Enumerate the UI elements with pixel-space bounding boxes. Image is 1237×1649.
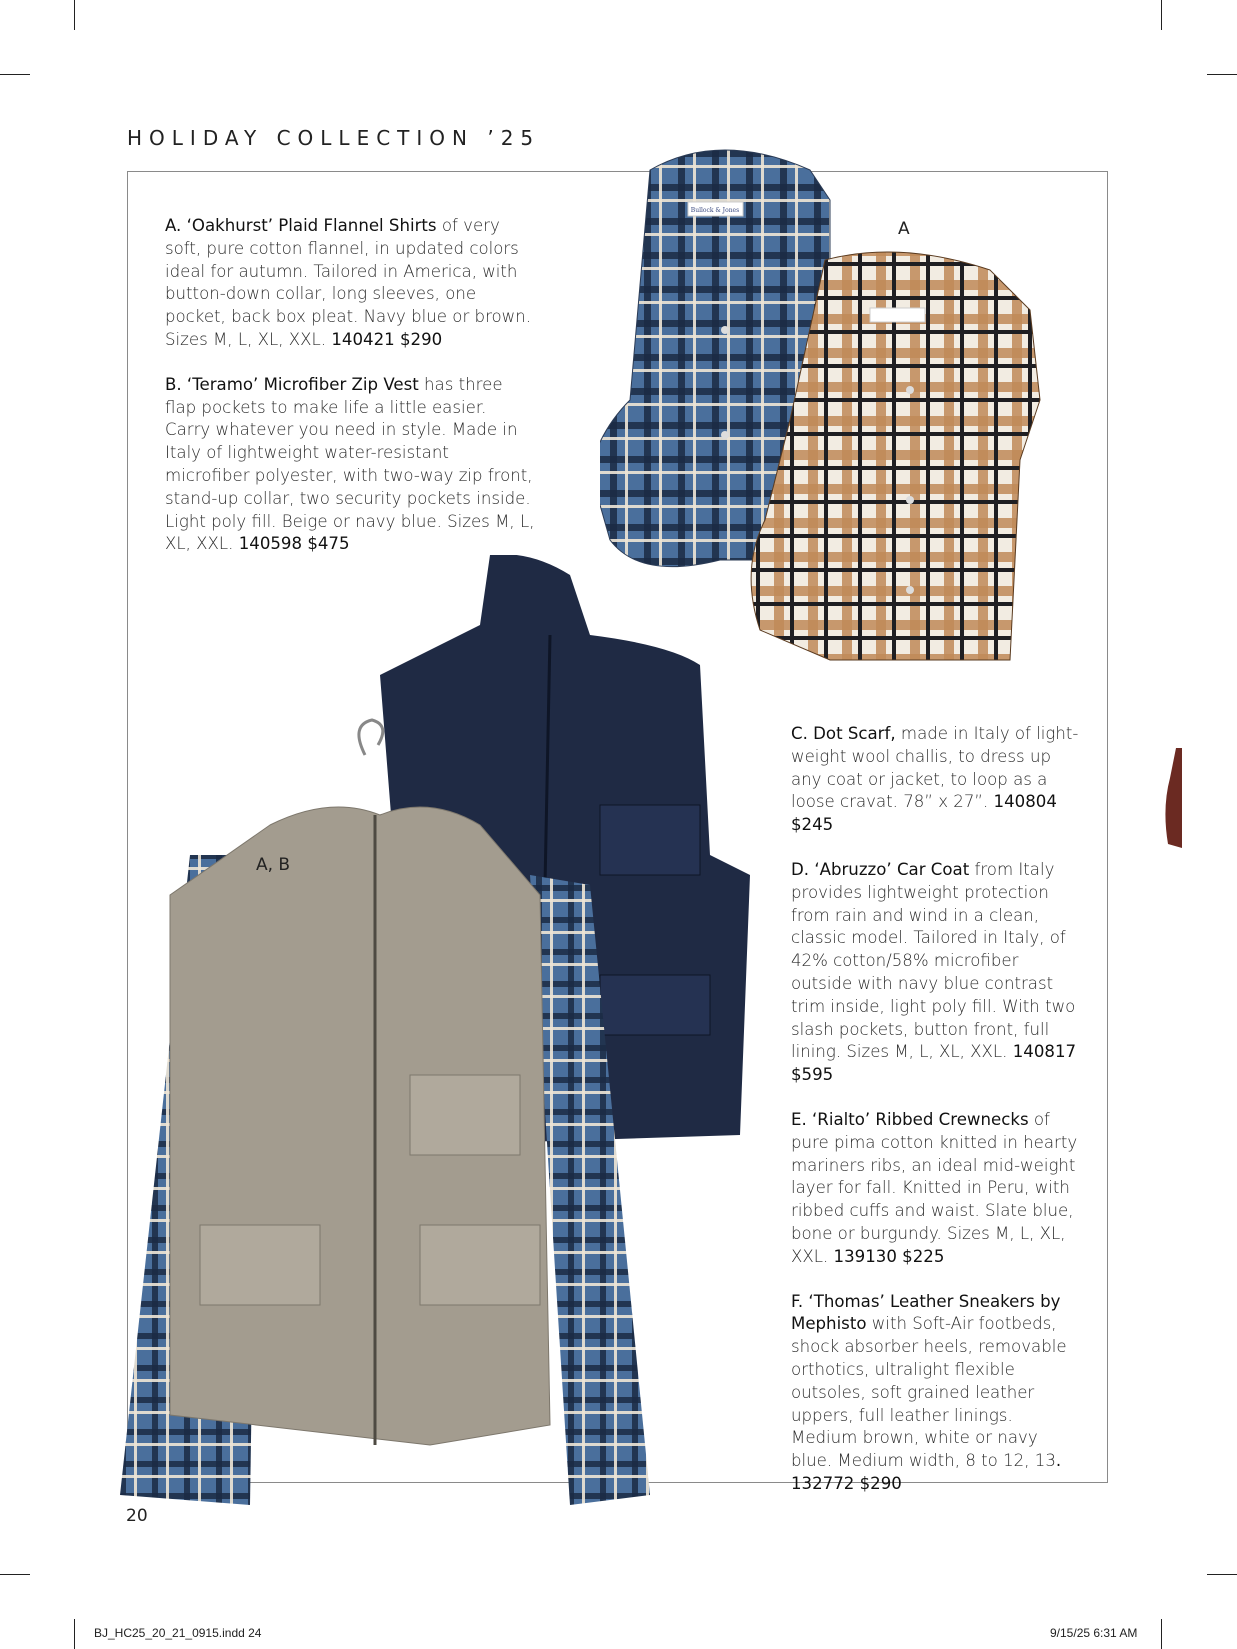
crop-mark <box>0 1574 30 1575</box>
crop-mark <box>74 1619 75 1649</box>
crop-mark <box>1207 74 1237 75</box>
product-sku-price: 140598 $475 <box>238 534 350 554</box>
product-details: of very soft, pure cotton flannel, in updated colors ideal for autumn. Tailored in America, with button-down collar, long sleeves, one pocket, back box pleat. Navy blue or brown. Sizes M, L, XL, XXL. <box>165 216 532 349</box>
zip-vests-image <box>110 555 760 1505</box>
product-sku-price: 140817 $595 <box>791 1042 1077 1085</box>
description-column-left <box>165 215 535 578</box>
product-description <box>165 215 535 352</box>
product-details: made in Italy of light-weight wool challis, to dress up any coat or jacket, to loop as a loose cravat. 78” x 27”. <box>791 724 1079 812</box>
item-label: A, B <box>256 855 291 875</box>
product-description <box>791 723 1081 837</box>
product-name: A. ‘Oakhurst’ Plaid Flannel Shirts <box>165 216 437 235</box>
product-sku-price: . 132772 $290 <box>791 1451 1062 1493</box>
page-title: HOLIDAY COLLECTION ’25 <box>127 126 541 150</box>
product-name: B. ‘Teramo’ Microfiber Zip Vest <box>165 374 419 394</box>
crop-mark <box>1207 1574 1237 1575</box>
product-name: F. ‘Thomas’ Leather Sneakers by Mephisto <box>791 1291 1061 1334</box>
product-description <box>165 374 535 556</box>
product-details: has three flap pockets to make life a little easier. Carry whatever you need in style. Made in Italy of lightweight water-resistant microfiber polyester, with two-way zip front, stand-up collar, two security pockets inside. Light poly fill. Beige or navy blue. Sizes M, L, XL, XXL. <box>165 374 535 554</box>
product-sku-price: 139130 $225 <box>833 1246 945 1266</box>
slug-file: BJ_HC25_20_21_0915.indd 24 <box>94 1626 262 1640</box>
product-name: D. ‘Abruzzo’ Car Coat <box>791 859 970 879</box>
product-details: from Italy provides lightweight protection from rain and wind in a clean, classic model. Tailored in Italy, of 42% cotton/58% microfiber outside with navy blue contrast trim inside, light poly fill. With two slash pockets, button front, full lining. Sizes M, L, XL, XXL. <box>791 859 1076 1062</box>
shirt-label-text: Bullock & Jones <box>690 207 740 214</box>
crop-mark <box>74 0 75 30</box>
product-sku-price: 140421 $290 <box>331 329 443 349</box>
product-description <box>791 1291 1081 1496</box>
crop-mark <box>1161 0 1162 30</box>
product-description <box>791 859 1081 1087</box>
product-name: C. Dot Scarf, <box>791 724 896 743</box>
bleed-image-fragment <box>1158 748 1182 848</box>
crop-mark <box>1161 1619 1162 1649</box>
description-column-right <box>791 723 1081 1518</box>
product-sku-price: 140804 $245 <box>791 792 1057 835</box>
crop-mark <box>0 74 30 75</box>
item-label: A <box>898 219 910 239</box>
page-number: 20 <box>126 1506 148 1526</box>
product-description <box>791 1109 1081 1269</box>
slug-date: 9/15/25 6:31 AM <box>1050 1626 1138 1640</box>
product-details: with Soft-Air footbeds, shock absorber heels, removable orthotics, ultralight flexible outsoles, soft grained leather uppers, full leather linings. Medium brown, white or navy blue. Medium width, 8 to 12, 13 <box>791 1314 1067 1471</box>
product-name: E. ‘Rialto’ Ribbed Crewnecks <box>791 1109 1029 1129</box>
product-details: of pure pima cotton knitted in hearty mariners ribs, an ideal mid-weight layer for fall. Knitted in Peru, with ribbed cuffs and waist. Slate blue, bone or burgundy. Sizes M, L, XL, XXL. <box>791 1109 1078 1266</box>
